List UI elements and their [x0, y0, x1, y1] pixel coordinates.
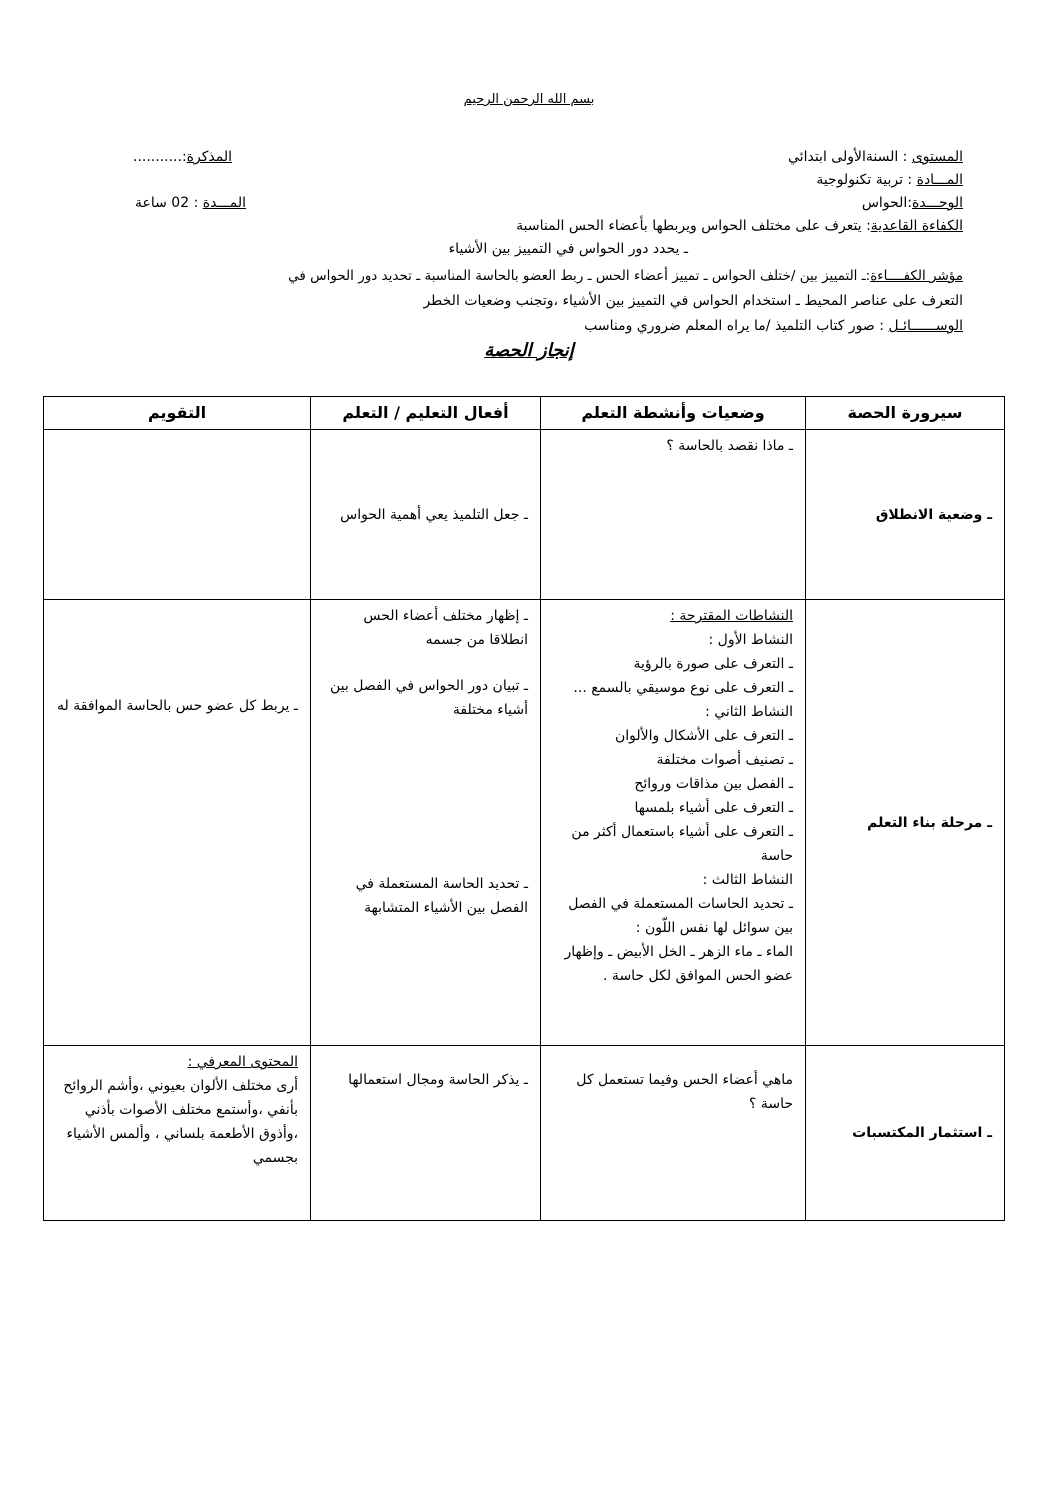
col-header-evaluation: التقويم [44, 397, 311, 430]
memo-value: :........... [133, 149, 187, 165]
action-line: ـ تحديد الحاسة المستعملة في الفصل بين الأشياء المتشابهة [355, 876, 528, 916]
base-comp-value: : يتعرف على مختلف الحواس ويربطها بأعضاء الحس المناسبة [516, 218, 871, 234]
evaluation-cell [44, 1046, 311, 1221]
evaluation-cell [44, 430, 311, 600]
means-label: الوســــــائـل [888, 318, 963, 334]
activity-line: النشاط الثاني : [705, 704, 793, 720]
subject [816, 169, 963, 192]
action-line: ـ جعل التلميذ يعي أهمية الحواس [340, 506, 528, 523]
means-value: : صور كتاب التلميذ /ما يراه المعلم ضروري ومناسب [584, 318, 889, 334]
evaluation-line: ـ يربط كل عضو حس بالحاسة الموافقة له [57, 698, 298, 714]
unit [862, 192, 963, 215]
col-header-actions: أفعال التعليم / التعلم [311, 397, 541, 430]
col-header-stage: سيرورة الحصة [806, 397, 1005, 430]
section-title: إنجاز الحصة [484, 340, 574, 361]
activities-cell [541, 600, 806, 1046]
action-line: ـ تبيان دور الحواس في الفصل بين أشياء مختلفة [330, 678, 528, 718]
activity-line: ماهي أعضاء الحس وفيما تستعمل كل حاسة ؟ [576, 1072, 793, 1112]
table-row [44, 600, 1005, 1046]
actions-cell [311, 1046, 541, 1221]
activity-line: ـ التعرف على أشياء باستعمال أكثر من حاسة [571, 824, 793, 864]
indicator-value: :ـ التمييز بين /ختلف الحواس ـ تمييز أعضاء الحس ـ ربط العضو بالحاسة المناسبة ـ تحديد دور الحواس في [288, 268, 871, 284]
col-header-activities: وضعيات وأنشطة التعلم [541, 397, 806, 430]
stage-cell: ـ وضعية الانطلاق [806, 430, 1005, 600]
basmala: بسم الله الرحمن الرحيم [463, 92, 595, 107]
stage-cell: ـ استثمار المكتسبات [806, 1046, 1005, 1221]
duration-label: المـــدة [202, 195, 246, 211]
lesson-table [43, 396, 1005, 1221]
activity-line: ـ التعرف على أشياء بلمسها [634, 800, 793, 816]
activity-line: ـ ماذا نقصد بالحاسة ؟ [666, 438, 793, 454]
duration-value: : 02 ساعة [134, 195, 203, 211]
subject-label: المـــادة [916, 172, 963, 188]
activity-line: ـ تصنيف أصوات مختلفة [656, 752, 793, 768]
stage-cell: ـ مرحلة بناء التعلم [806, 600, 1005, 1046]
activity-line: النشاط الثالث : [702, 872, 793, 888]
activity-line: ـ الفصل بين مذاقات وروائح [634, 776, 793, 792]
activity-line: ـ التعرف على صورة بالرؤية [633, 656, 793, 672]
activity-line: الماء ـ ماء الزهر ـ الخل الأبيض ـ وإظهار عضو الحس الموافق لكل حاسة . [564, 944, 793, 984]
unit-value: :الحواس [861, 195, 912, 211]
action-line: ـ إظهار مختلف أعضاء الحس انطلاقا من جسمه [363, 608, 528, 648]
table-row [44, 430, 1005, 600]
activity-line: ـ التعرف على الأشكال والألوان [614, 728, 793, 744]
indicator [288, 265, 963, 288]
indicator-label: مؤشر الكفــــاءة [870, 268, 963, 284]
activity-line: النشاطات المقترحة : [670, 608, 793, 624]
level [788, 146, 963, 169]
means [584, 315, 963, 338]
table-row [44, 1046, 1005, 1221]
evaluation-line: أرى مختلف الألوان بعيوني ،وأشم الروائح بأنفي ،وأستمع مختلف الأصوات بأذني ،وأذوق الأطعمة بلساني ، وألمس الأشياء بجسمي [63, 1078, 298, 1166]
level-label: المستوى [911, 149, 963, 165]
unit-label: الوحـــدة [911, 195, 963, 211]
base-competence [516, 215, 963, 238]
indicator-line2: التعرف على عناصر المحيط ـ استخدام الحواس في التمييز بين الأشياء ،وتجنب وضعيات الخطر [423, 293, 963, 309]
activities-cell [541, 430, 806, 600]
table-header-row [44, 397, 1005, 430]
actions-cell [311, 430, 541, 600]
memo [133, 146, 232, 169]
duration [135, 192, 246, 215]
actions-cell [311, 600, 541, 1046]
subject-value: : تربية تكنولوجية [816, 172, 917, 188]
memo-label: المذكرة [186, 149, 232, 165]
base-comp-label: الكفاءة القاعدية [870, 218, 963, 234]
evaluation-cell [44, 600, 311, 1046]
activity-line: ـ التعرف على نوع موسيقي بالسمع ... [573, 680, 793, 696]
activity-line: النشاط الأول : [708, 632, 793, 648]
evaluation-heading: المحتوى المعرفي : [187, 1054, 298, 1070]
action-line: ـ يذكر الحاسة ومجال استعمالها [348, 1072, 528, 1088]
level-value: : السنةالأولى ابتدائي [788, 149, 912, 165]
activity-line: ـ تحديد الحاسات المستعملة في الفصل بين سوائل لها نفس اللّون : [568, 896, 793, 936]
activities-cell [541, 1046, 806, 1221]
base-competence-line2: ـ يحدد دور الحواس في التمييز بين الأشياء [448, 241, 688, 257]
